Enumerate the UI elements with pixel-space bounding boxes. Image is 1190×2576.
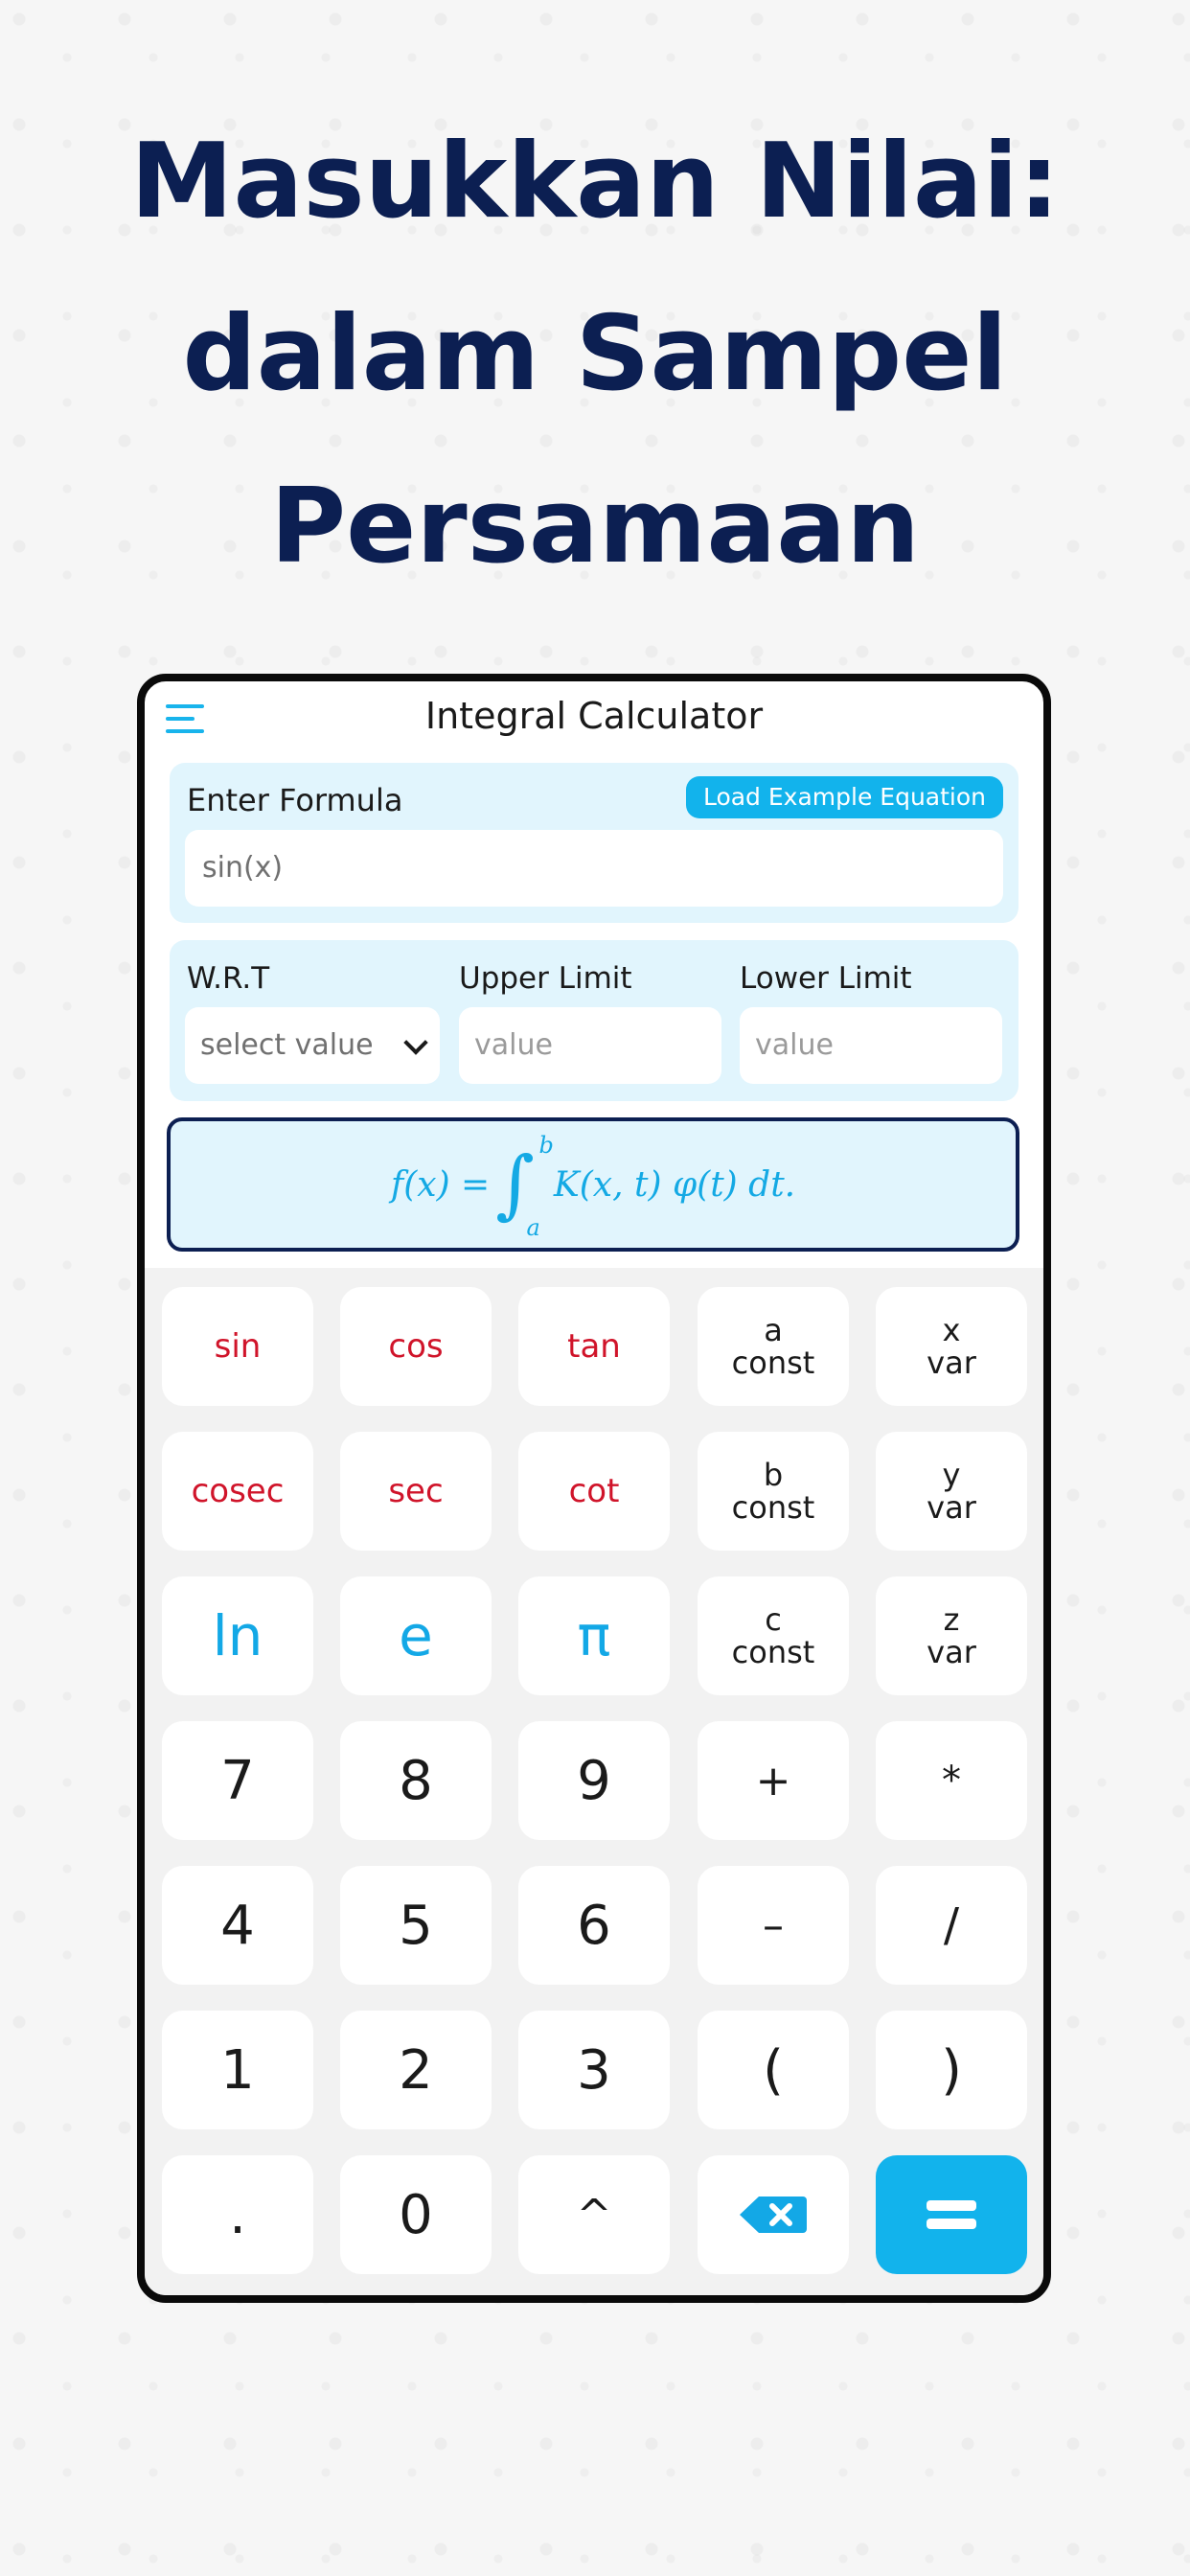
integral-symbol: ∫ (495, 1141, 535, 1228)
key-9[interactable]: 9 (518, 1721, 670, 1840)
backspace-button[interactable] (698, 2155, 849, 2274)
formula-input[interactable]: sin(x) (185, 830, 1003, 907)
key-z-var[interactable] (876, 1576, 1027, 1695)
equation-lhs: f(x) = (390, 1164, 491, 1205)
formula-card (170, 763, 1018, 923)
key-divide[interactable]: / (876, 1866, 1027, 1985)
key-x-var[interactable] (876, 1287, 1027, 1406)
key-z-var-top: z (943, 1601, 960, 1638)
equals-icon-bar-bottom (927, 2219, 976, 2229)
key-minus[interactable]: – (698, 1866, 849, 1985)
key-3[interactable]: 3 (518, 2011, 670, 2129)
headline (0, 96, 1190, 613)
equals-icon-bar-top (927, 2200, 976, 2211)
equals-button[interactable] (876, 2155, 1027, 2274)
key-y-var[interactable] (876, 1432, 1027, 1551)
equation-preview (167, 1117, 1019, 1252)
key-z-var-bottom: var (927, 1634, 976, 1670)
key-sin[interactable]: sin (162, 1287, 313, 1406)
wrt-label: W.R.T (187, 961, 270, 996)
headline-line-1: Masukkan Nilai: (129, 122, 1061, 242)
key-decimal[interactable]: . (162, 2155, 313, 2274)
wrt-select-value: select value (200, 1028, 374, 1062)
headline-line-2: dalam Sampel (182, 294, 1008, 414)
integral-lower-bound: a (526, 1214, 540, 1241)
integral-upper-bound: b (538, 1132, 554, 1159)
key-e[interactable]: e (340, 1576, 492, 1695)
keypad (145, 1268, 1043, 2295)
key-ln[interactable]: ln (162, 1576, 313, 1695)
app-bar (145, 681, 1043, 762)
key-c-const[interactable] (698, 1576, 849, 1695)
key-b-const-bottom: const (731, 1489, 815, 1526)
lower-limit-label: Lower Limit (740, 961, 912, 996)
key-b-const[interactable] (698, 1432, 849, 1551)
backspace-icon (738, 2195, 809, 2235)
equation-render (171, 1121, 1016, 1248)
key-open-paren[interactable]: ( (698, 2011, 849, 2129)
key-pi[interactable]: π (518, 1576, 670, 1695)
key-c-const-bottom: const (731, 1634, 815, 1670)
key-a-const-top: a (764, 1312, 783, 1348)
key-multiply[interactable]: * (876, 1721, 1027, 1840)
key-a-const-bottom: const (731, 1345, 815, 1381)
key-7[interactable]: 7 (162, 1721, 313, 1840)
key-4[interactable]: 4 (162, 1866, 313, 1985)
chevron-down-icon (403, 1030, 427, 1054)
key-cot[interactable]: cot (518, 1432, 670, 1551)
upper-limit-label: Upper Limit (459, 961, 632, 996)
key-y-var-bottom: var (927, 1489, 976, 1526)
key-c-const-top: c (765, 1601, 782, 1638)
key-6[interactable]: 6 (518, 1866, 670, 1985)
wrt-select[interactable] (185, 1007, 440, 1084)
key-sec[interactable]: sec (340, 1432, 492, 1551)
key-cos[interactable]: cos (340, 1287, 492, 1406)
equation-rhs: K(x, t) φ(t) dt. (553, 1164, 796, 1205)
key-close-paren[interactable]: ) (876, 2011, 1027, 2129)
key-x-var-top: x (942, 1312, 961, 1348)
lower-limit-input[interactable]: value (740, 1007, 1002, 1084)
key-tan[interactable]: tan (518, 1287, 670, 1406)
integral-sign (495, 1132, 554, 1241)
key-0[interactable]: 0 (340, 2155, 492, 2274)
key-b-const-top: b (763, 1457, 784, 1493)
formula-label: Enter Formula (187, 782, 403, 818)
key-2[interactable]: 2 (340, 2011, 492, 2129)
headline-line-3: Persamaan (269, 467, 920, 586)
key-cosec[interactable]: cosec (162, 1432, 313, 1551)
load-example-button[interactable]: Load Example Equation (686, 776, 1003, 818)
limits-card (170, 940, 1018, 1101)
phone-frame (137, 674, 1051, 2303)
upper-limit-input[interactable]: value (459, 1007, 721, 1084)
key-plus[interactable]: + (698, 1721, 849, 1840)
key-x-var-bottom: var (927, 1345, 976, 1381)
key-8[interactable]: 8 (340, 1721, 492, 1840)
key-5[interactable]: 5 (340, 1866, 492, 1985)
app-title: Integral Calculator (424, 695, 764, 737)
key-y-var-top: y (942, 1457, 961, 1493)
key-1[interactable]: 1 (162, 2011, 313, 2129)
key-a-const[interactable] (698, 1287, 849, 1406)
key-power[interactable]: ^ (518, 2155, 670, 2274)
